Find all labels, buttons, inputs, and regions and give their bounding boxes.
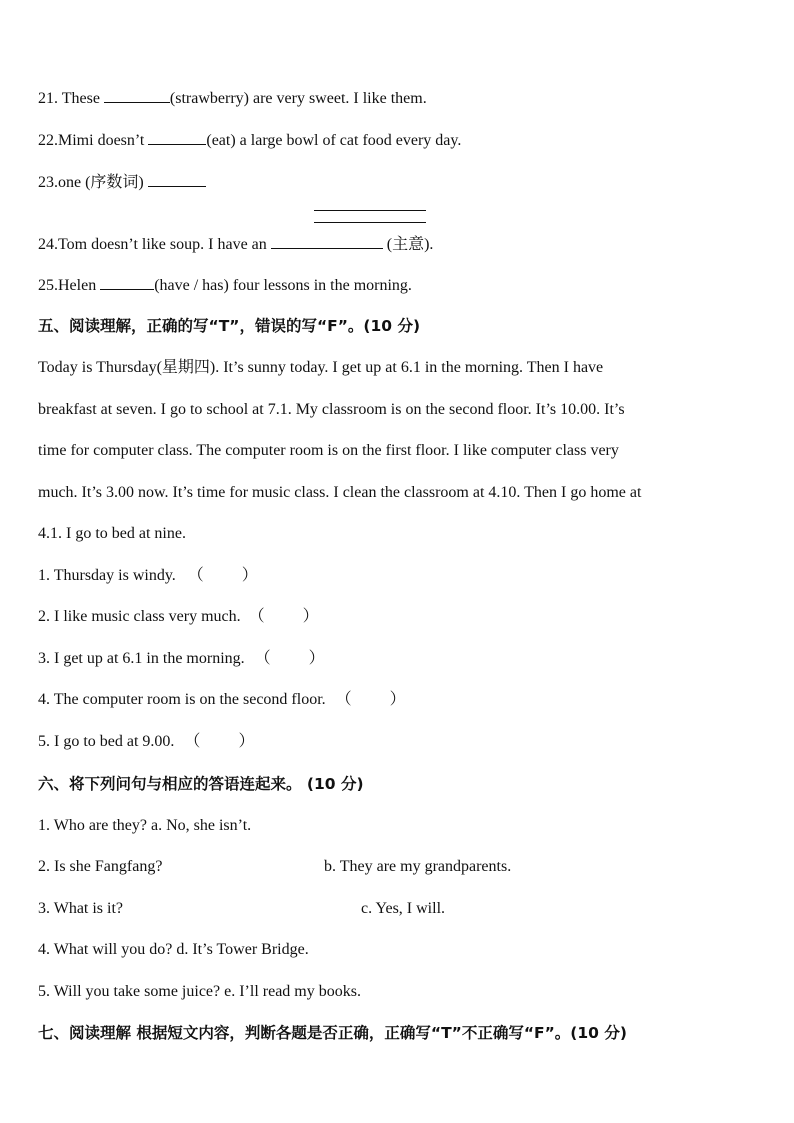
tf-question-5 [38, 732, 254, 752]
section-6-title: 六、将下列问句与相应的答语连起来。 (10 分) [38, 775, 364, 793]
match-question[interactable]: 2. Is she Fangfang? [38, 858, 163, 875]
answer-paren[interactable]: （ ） [248, 608, 319, 625]
tf-question-2 [38, 607, 319, 627]
question-21 [38, 88, 427, 109]
q22-text-b: (eat) a large bowl of cat food every day. [206, 132, 462, 149]
passage-line: time for computer class. The computer room is on the first floor. I like computer class very [38, 442, 619, 459]
answer-paren[interactable]: （ ） [187, 567, 258, 584]
answer-paren[interactable]: （ ） [335, 691, 406, 708]
tf-question-text: 3. I get up at 6.1 in the morning. [38, 650, 245, 667]
question-23 [38, 172, 206, 193]
q24-answer-lines[interactable] [314, 210, 426, 234]
match-answer-c[interactable]: c. Yes, I will. [361, 900, 446, 917]
q21-text-b: (strawberry) are very sweet. I like them. [169, 90, 427, 107]
answer-blank[interactable] [148, 172, 206, 187]
question-25 [38, 275, 412, 296]
section-7-title: 七、阅读理解 根据短文内容，判断各题是否正确，正确写“T”不正确写“F”。(10 分) [38, 1024, 627, 1042]
tf-question-text: 5. I go to bed at 9.00. [38, 733, 175, 750]
question-22 [38, 130, 461, 151]
match-question[interactable]: 1. Who are they? a. No, she isn’t. [38, 817, 252, 834]
answer-blank[interactable] [271, 234, 383, 249]
match-row-5 [38, 982, 361, 1002]
tf-question-text: 2. I like music class very much. [38, 608, 241, 625]
passage-line: much. It’s 3.00 now. It’s time for music class. I clean the classroom at 4.10. Then I go home at [38, 484, 642, 501]
tf-question-text: 4. The computer room is on the second floor. [38, 691, 326, 708]
match-answer-b[interactable]: b. They are my grandparents. [324, 858, 512, 875]
tf-question-4 [38, 690, 406, 710]
section-5-title: 五、阅读理解，正确的写“T”，错误的写“F”。(10 分) [38, 317, 421, 335]
match-row-2 [38, 857, 162, 877]
tf-question-3 [38, 649, 325, 669]
match-question[interactable]: 3. What is it? [38, 900, 124, 917]
answer-blank[interactable] [104, 88, 170, 103]
q24-text-a: 24.Tom doesn’t like soup. I have an [38, 236, 271, 253]
passage-line: Today is Thursday(星期四). It’s sunny today. I get up at 6.1 in the morning. Then I have [38, 359, 604, 376]
answer-paren[interactable]: （ ） [184, 733, 255, 750]
answer-blank[interactable] [148, 130, 206, 145]
tf-question-text: 1. Thursday is windy. [38, 567, 176, 584]
question-24 [38, 234, 433, 255]
q25-text-b: (have / has) four lessons in the morning. [154, 277, 412, 294]
answer-paren[interactable]: （ ） [254, 650, 325, 667]
passage-line: breakfast at seven. I go to school at 7.1. My classroom is on the second floor. It’s 10.00. It’s [38, 401, 625, 418]
q23-text-a: 23.one (序数词) [38, 174, 148, 191]
q21-text-a: 21. These [38, 90, 104, 107]
match-question[interactable]: 5. Will you take some juice? e. I’ll read my books. [38, 983, 361, 1000]
match-row-4 [38, 940, 309, 960]
tf-question-1 [38, 566, 258, 586]
passage-line: 4.1. I go to bed at nine. [38, 525, 186, 542]
match-row-1 [38, 816, 251, 836]
q22-text-a: 22.Mimi doesn’t [38, 132, 149, 149]
q25-text-a: 25.Helen [38, 277, 101, 294]
answer-line [314, 210, 426, 211]
answer-blank[interactable] [100, 275, 154, 290]
match-row-3 [38, 899, 123, 919]
q24-text-b: (主意). [382, 236, 434, 253]
answer-line [314, 222, 426, 223]
match-question[interactable]: 4. What will you do? d. It’s Tower Bridge. [38, 941, 309, 958]
